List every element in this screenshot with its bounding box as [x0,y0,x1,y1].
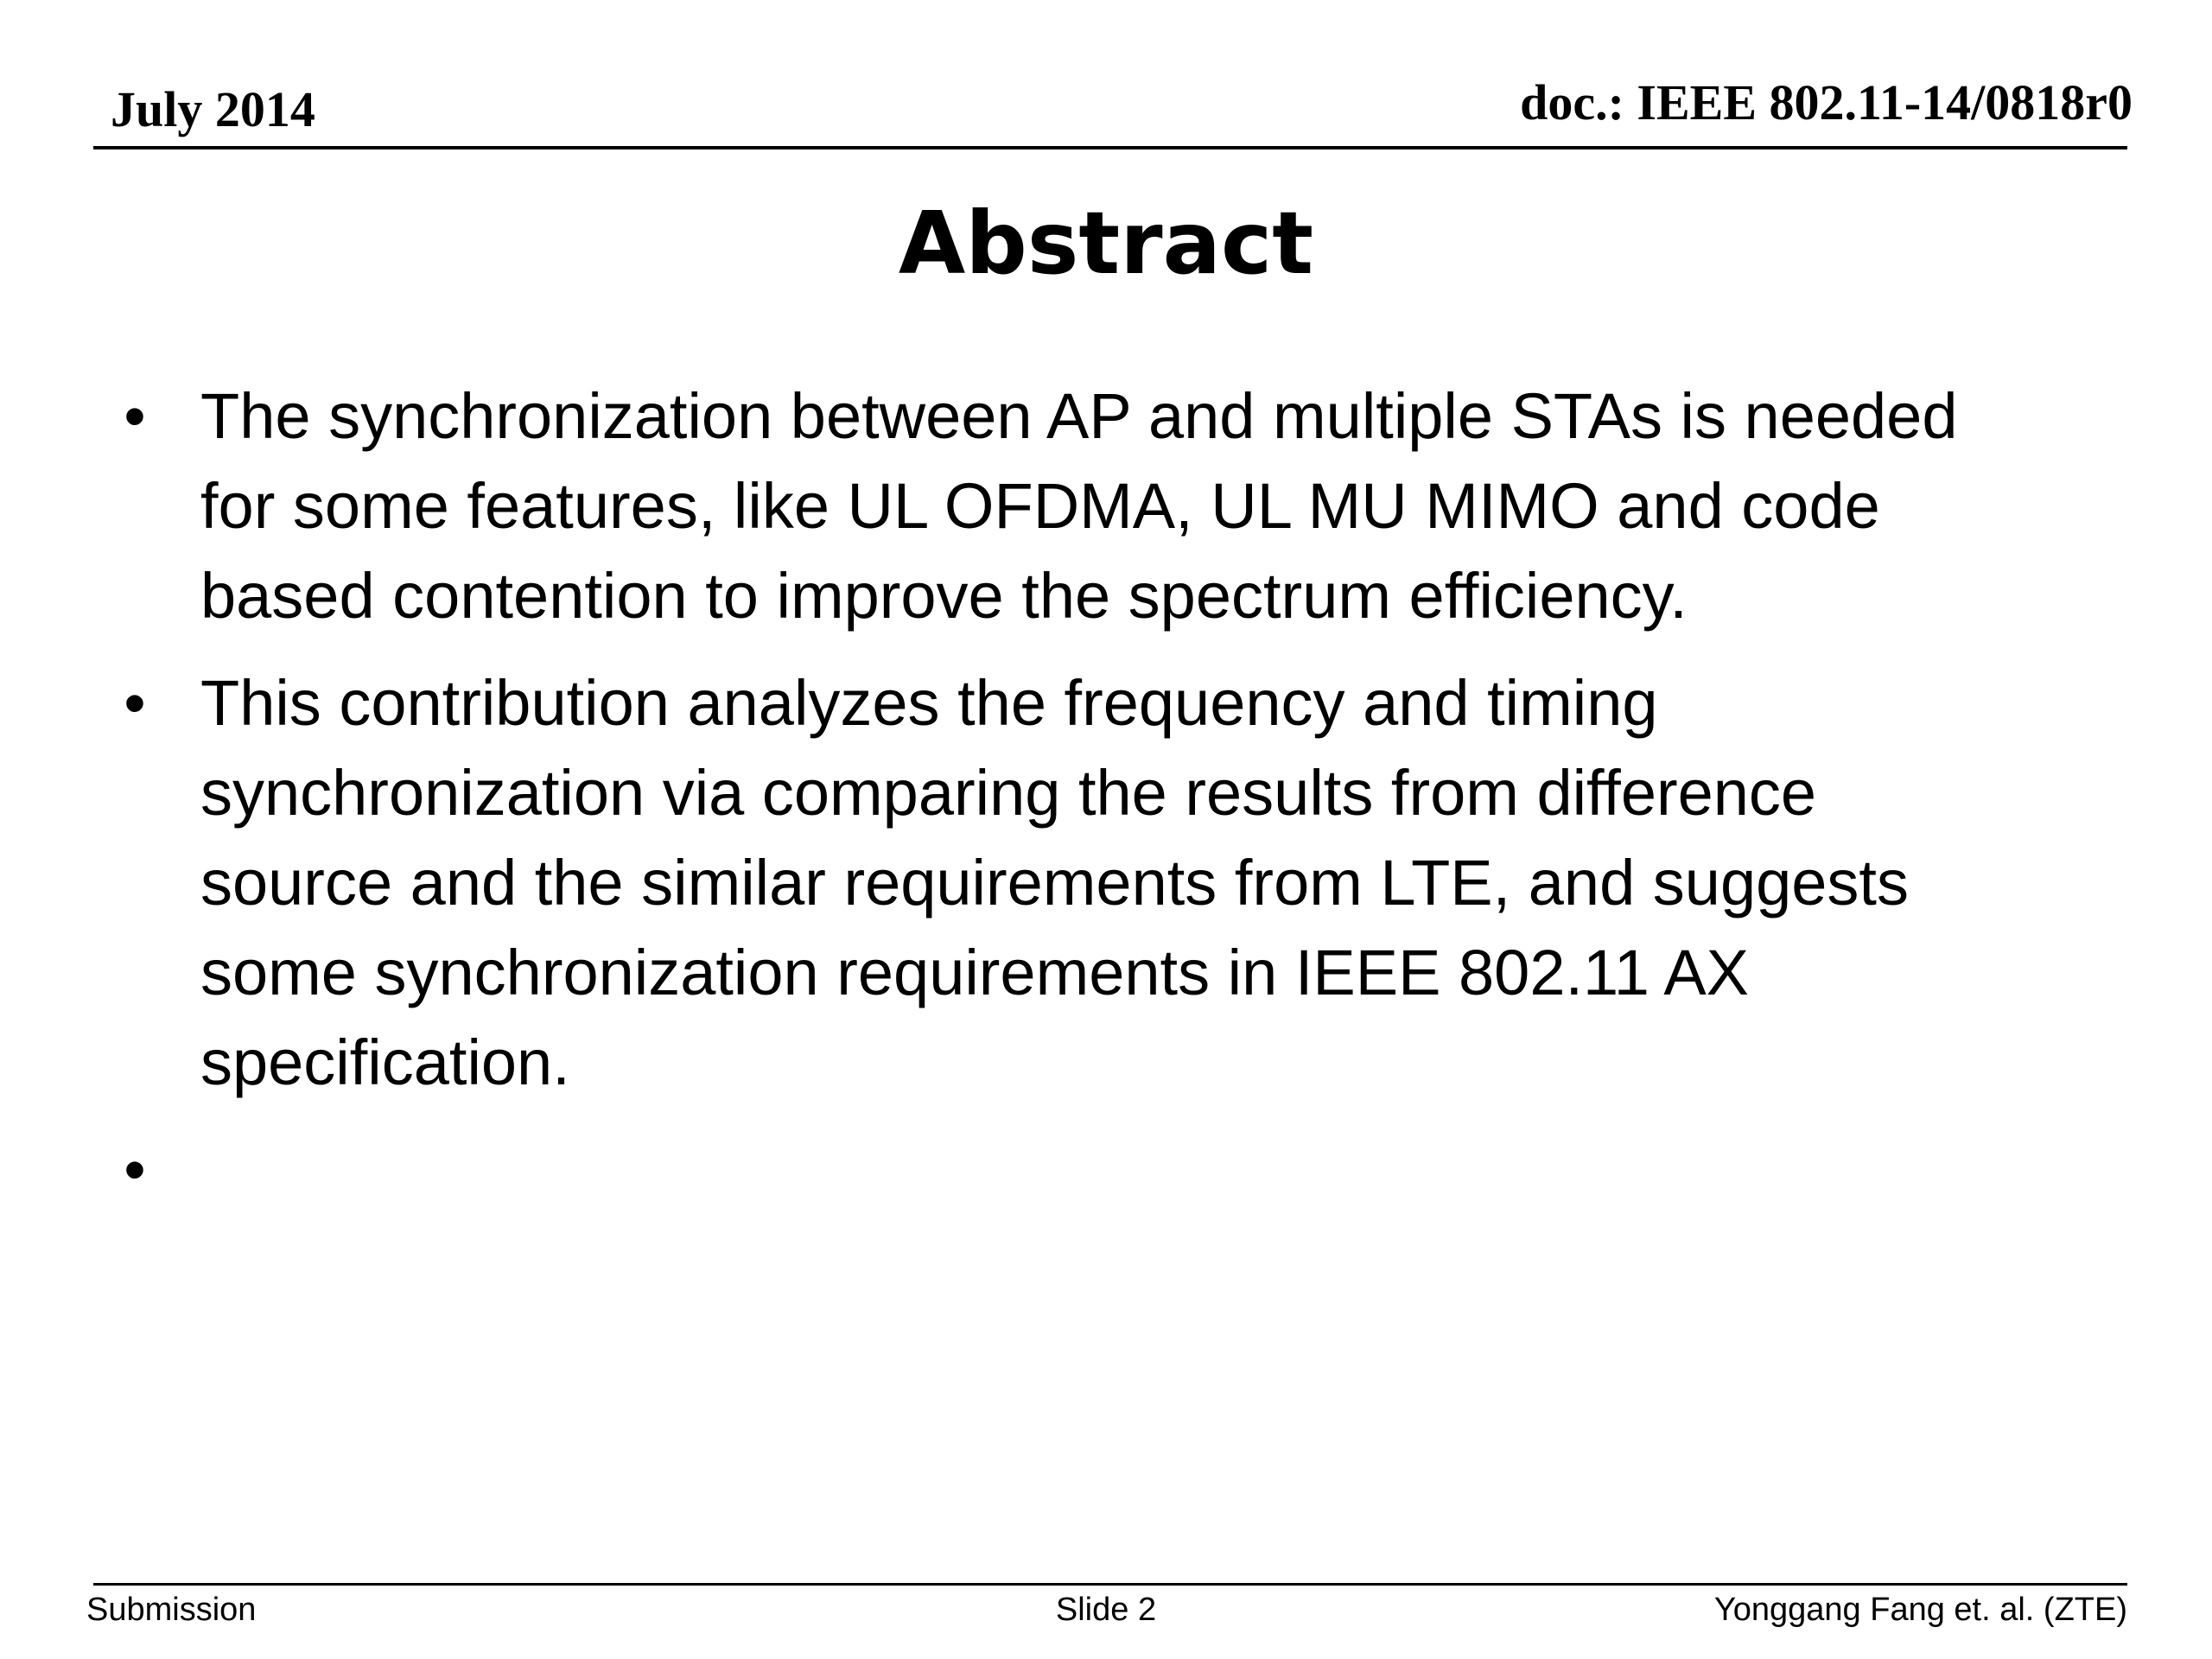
bullet-list [0,372,2212,1232]
bullet-text [200,1125,2127,1215]
bullet-dot-icon: • [124,669,146,738]
bullet-item [0,1125,2212,1215]
footer-divider [93,1583,2127,1586]
header-doc-id: doc.: IEEE 802.11-14/0818r0 [1520,74,2133,130]
bullet-item [0,372,2212,641]
footer-submission: Submission [86,1592,257,1628]
bullet-text: The synchronization between AP and multiple STAs is needed for some features, like UL OFDMA, UL MU MIMO and code based contention to improve the spectrum efficiency. [200,380,1958,632]
bullet-text: This contribution analyzes the frequency and timing synchronization via comparing the results from difference source and the similar requirements from LTE, and suggests some synchronization requirements in IEEE 802.11 AX specification. [200,667,1909,1098]
footer-slide-number: Slide 2 [1055,1592,1157,1628]
slide-title: Abstract [898,193,1314,294]
footer-author: Yonggang Fang et. al. (ZTE) [1713,1592,2127,1628]
bullet-dot-icon: • [124,382,146,451]
header-date: July 2014 [111,81,315,137]
bullet-dot-icon: • [124,1135,146,1205]
header-divider [93,146,2127,149]
bullet-item [0,658,2212,1108]
